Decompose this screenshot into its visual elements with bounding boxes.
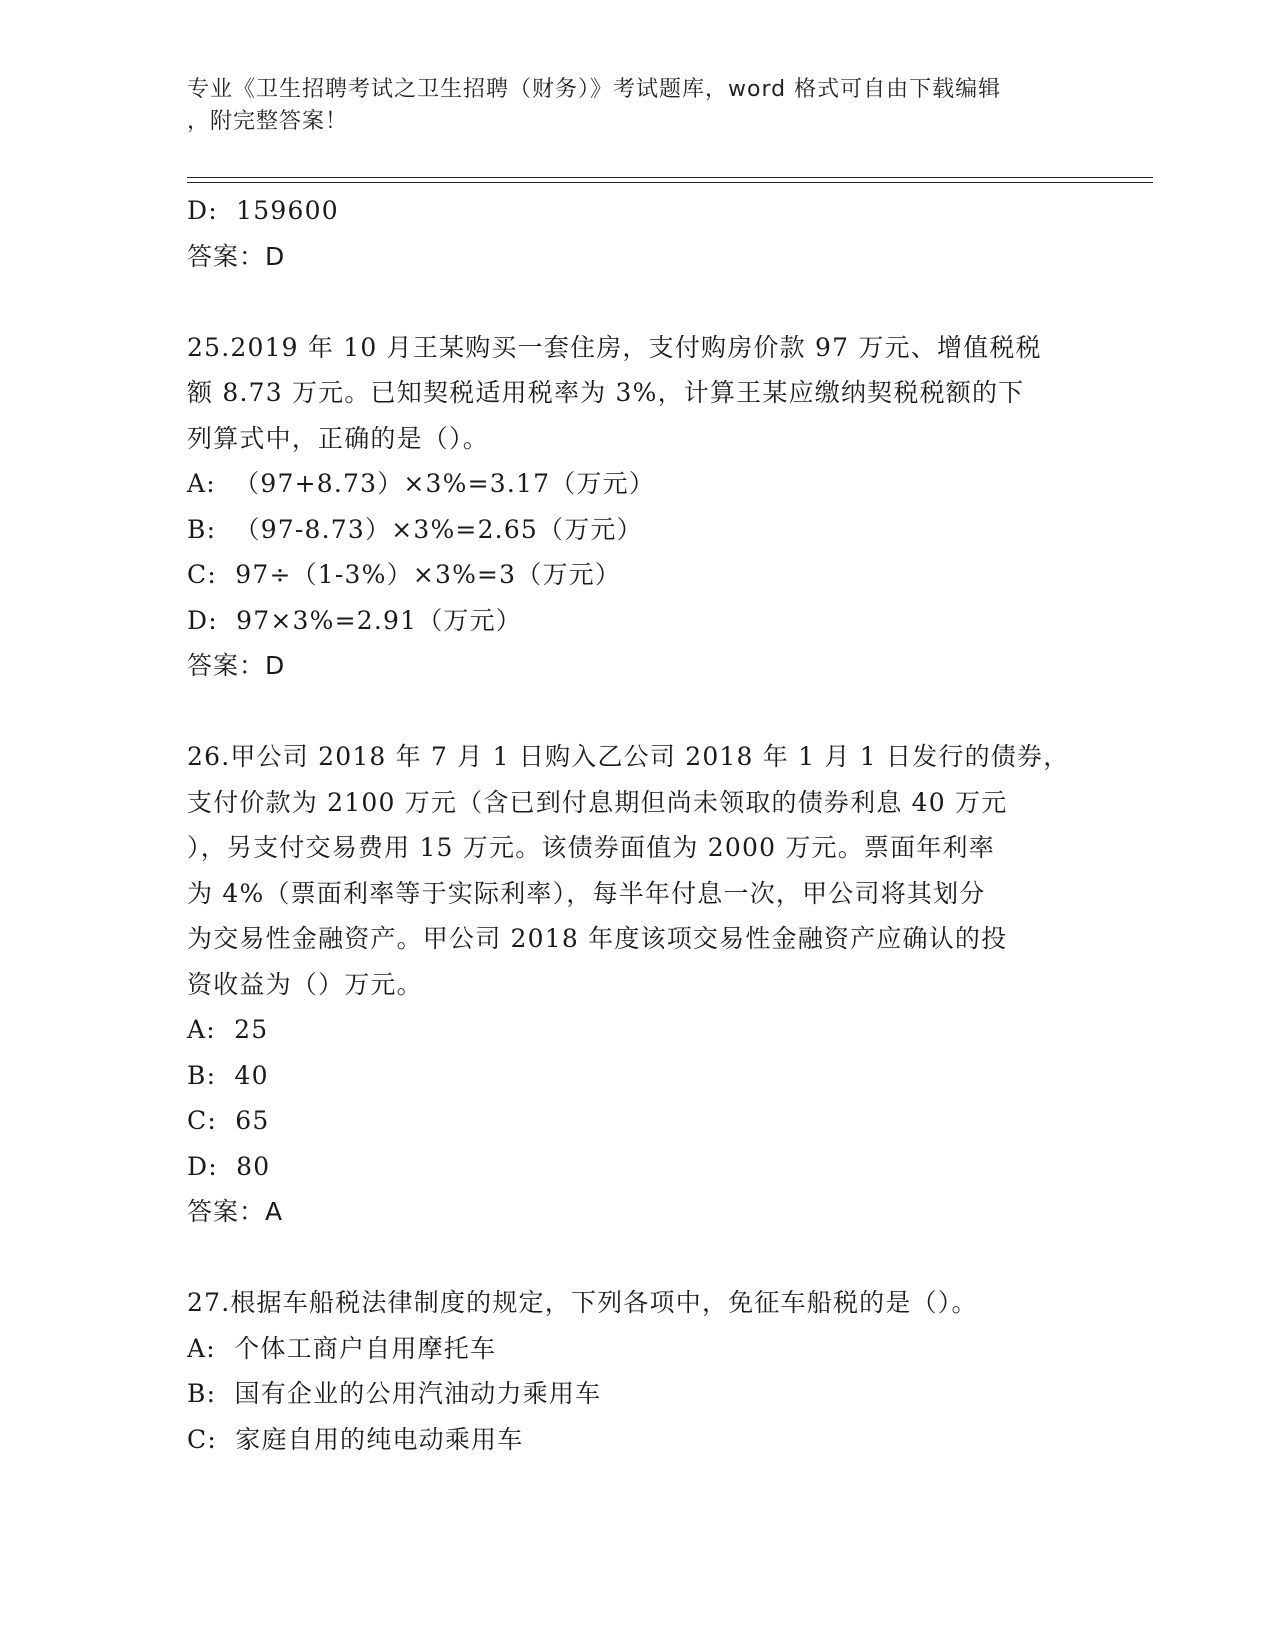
option-d: D: 97×3%=2.91（万元）	[187, 605, 522, 635]
question-26	[187, 734, 1087, 1235]
option-a: A: （97+8.73）×3%=3.17（万元）	[187, 469, 656, 498]
question-content	[187, 188, 1087, 1462]
header-divider-top	[187, 177, 1153, 178]
option-c: C: 65	[187, 1106, 270, 1135]
answer-line: 答案：A	[187, 1197, 284, 1226]
answer-line: 答案：D	[187, 241, 286, 271]
question-stem-line: 列算式中，正确的是（）。	[187, 423, 489, 453]
option-d: D: 159600	[187, 196, 339, 225]
question-stem-line: 为交易性金融资产。甲公司 2018 年度该项交易性金融资产应确认的投	[187, 924, 1008, 953]
question-stem-line: 为 4%（票面利率等于实际利率），每半年付息一次，甲公司将其划分	[187, 878, 986, 908]
question-stem-line: 资收益为（）万元。	[187, 969, 423, 999]
question-stem-line: 支付价款为 2100 万元（含已到付息期但尚未领取的债券利息 40 万元	[187, 787, 1008, 817]
prev-question-tail	[187, 188, 1087, 279]
option-c: C: 家庭自用的纯电动乘用车	[187, 1424, 524, 1454]
question-27	[187, 1280, 1087, 1462]
header-divider-bottom	[187, 182, 1153, 183]
option-a: A: 个体工商户自用摩托车	[187, 1333, 497, 1363]
option-c: C: 97÷（1-3%）×3%=3（万元）	[187, 560, 622, 589]
question-stem-line: 额 8.73 万元。已知契税适用税率为 3%，计算王某应缴纳契税税额的下	[187, 378, 1025, 407]
option-b: B: （97-8.73）×3%=2.65（万元）	[187, 514, 643, 544]
option-a: A: 25	[187, 1015, 269, 1044]
question-stem-line: ），另支付交易费用 15 万元。该债券面值为 2000 万元。票面年利率	[187, 833, 995, 862]
question-stem-line: 25.2019 年 10 月王某购买一套住房，支付购房价款 97 万元、增值税税	[187, 332, 1042, 362]
spacer	[187, 1235, 1087, 1281]
spacer	[187, 689, 1087, 735]
question-stem-line: 26.甲公司 2018 年 7 月 1 日购入乙公司 2018 年 1 月 1 日发行的债券，	[187, 742, 1070, 771]
document-header	[187, 74, 1067, 138]
question-stem-line: 27.根据车船税法律制度的规定，下列各项中，免征车船税的是（）。	[187, 1288, 978, 1317]
option-b: B: 40	[187, 1060, 269, 1090]
answer-line: 答案：D	[187, 651, 286, 680]
option-d: D: 80	[187, 1151, 271, 1181]
header-subtitle-line: ，附完整答案！	[187, 109, 349, 134]
question-25	[187, 325, 1087, 689]
spacer	[187, 279, 1087, 325]
header-title-line: 专业《卫生招聘考试之卫生招聘（财务）》考试题库，word 格式可自由下载编辑	[187, 77, 1002, 102]
option-b: B: 国有企业的公用汽油动力乘用车	[187, 1379, 602, 1408]
